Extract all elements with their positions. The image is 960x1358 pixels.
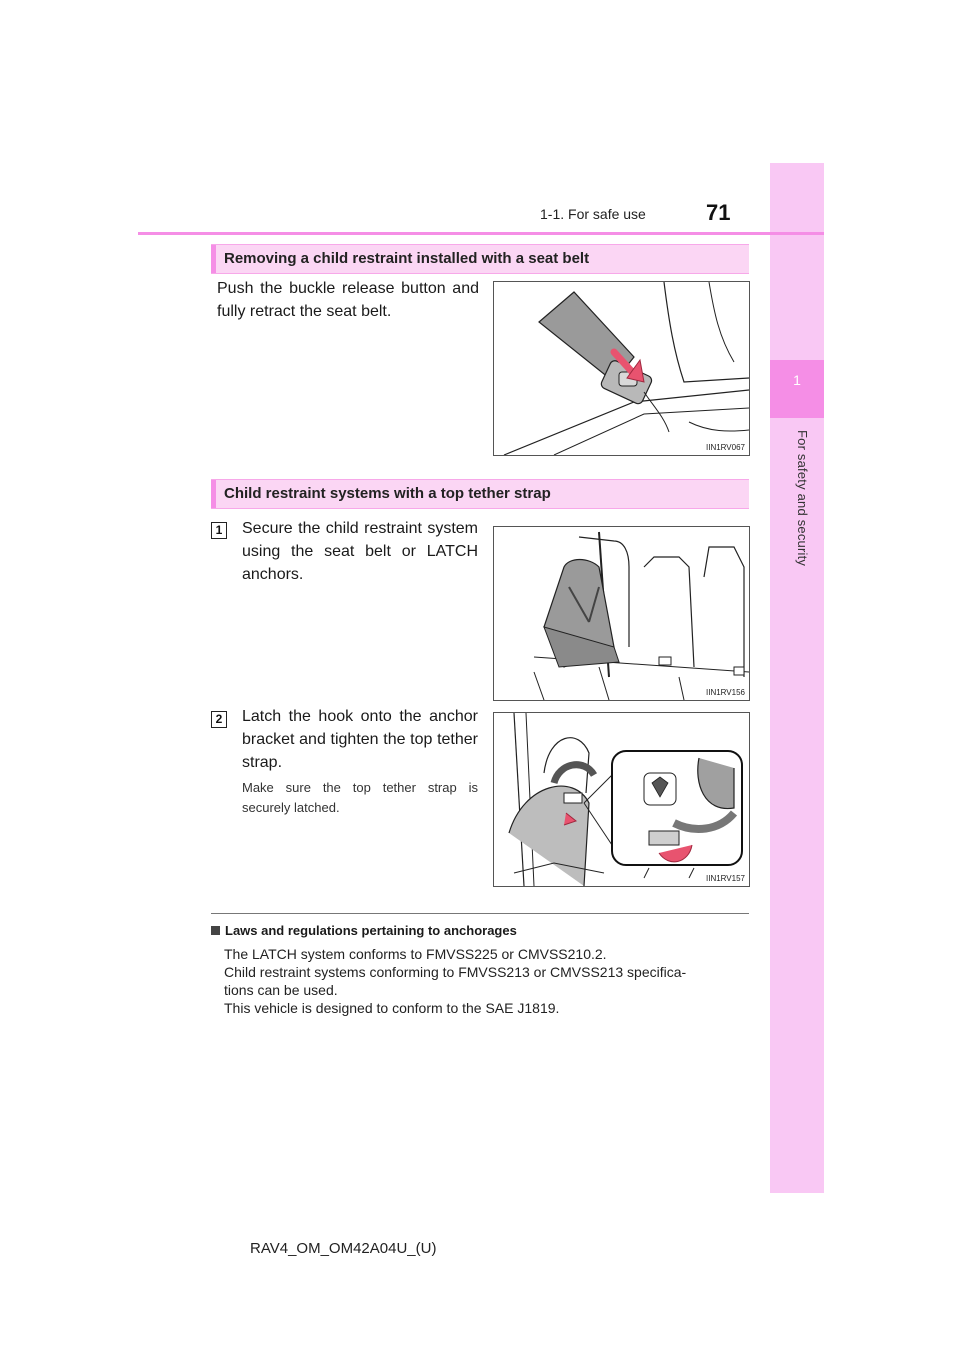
heading-accent-bar: [211, 480, 216, 508]
child-seat-illustration: [494, 527, 749, 700]
child-seat-installed-figure: [493, 526, 750, 701]
section-heading-text: Removing a child restraint installed with a seat belt: [224, 250, 590, 267]
top-tether-illustration: [494, 713, 749, 886]
top-tether-figure: [493, 712, 750, 887]
chapter-tab-active-marker: [770, 360, 824, 418]
note-line: tions can be used.: [224, 982, 338, 998]
seat-belt-buckle-figure: [493, 281, 750, 456]
header-rule: [138, 232, 824, 235]
document-id: RAV4_OM_OM42A04U_(U): [250, 1240, 437, 1257]
header-section-title: 1-1. For safe use: [540, 206, 646, 222]
note-title-text: Laws and regulations pertaining to anchorages: [225, 923, 517, 938]
section-heading-top-tether: [211, 479, 749, 509]
note-title: [211, 923, 517, 938]
heading-accent-bar: [211, 245, 216, 273]
note-line: The LATCH system conforms to FMVSS225 or CMVSS210.2.: [224, 946, 607, 962]
step-number-badge: 1: [211, 522, 227, 539]
figure-code: IIN1RV156: [706, 688, 745, 697]
note-divider: [211, 913, 749, 914]
note-line: This vehicle is designed to conform to the SAE J1819.: [224, 1000, 560, 1016]
step-number-badge: 2: [211, 711, 227, 728]
section-heading-text: Child restraint systems with a top tether strap: [224, 485, 551, 502]
figure-code: IIN1RV157: [706, 874, 745, 883]
page-number: 71: [706, 200, 731, 225]
step-1-text: Secure the child restraint system using the seat belt or LATCH anchors.: [242, 520, 478, 583]
figure-code: IIN1RV067: [706, 443, 745, 452]
step-2-text: Latch the hook onto the anchor bracket and tighten the top tether strap.: [242, 708, 478, 771]
section-heading-remove-restraint: [211, 244, 749, 274]
buckle-release-illustration: [494, 282, 749, 455]
step-2-note: Make sure the top tether strap is securely latched.: [242, 780, 478, 815]
note-line: Child restraint systems conforming to FMVSS213 or CMVSS213 specifica-: [224, 964, 687, 980]
note-bullet-icon: [211, 926, 220, 935]
chapter-number: 1: [793, 372, 801, 388]
chapter-title: For safety and security: [795, 430, 810, 567]
section1-instruction: Push the buckle release button and fully retract the seat belt.: [217, 280, 479, 320]
